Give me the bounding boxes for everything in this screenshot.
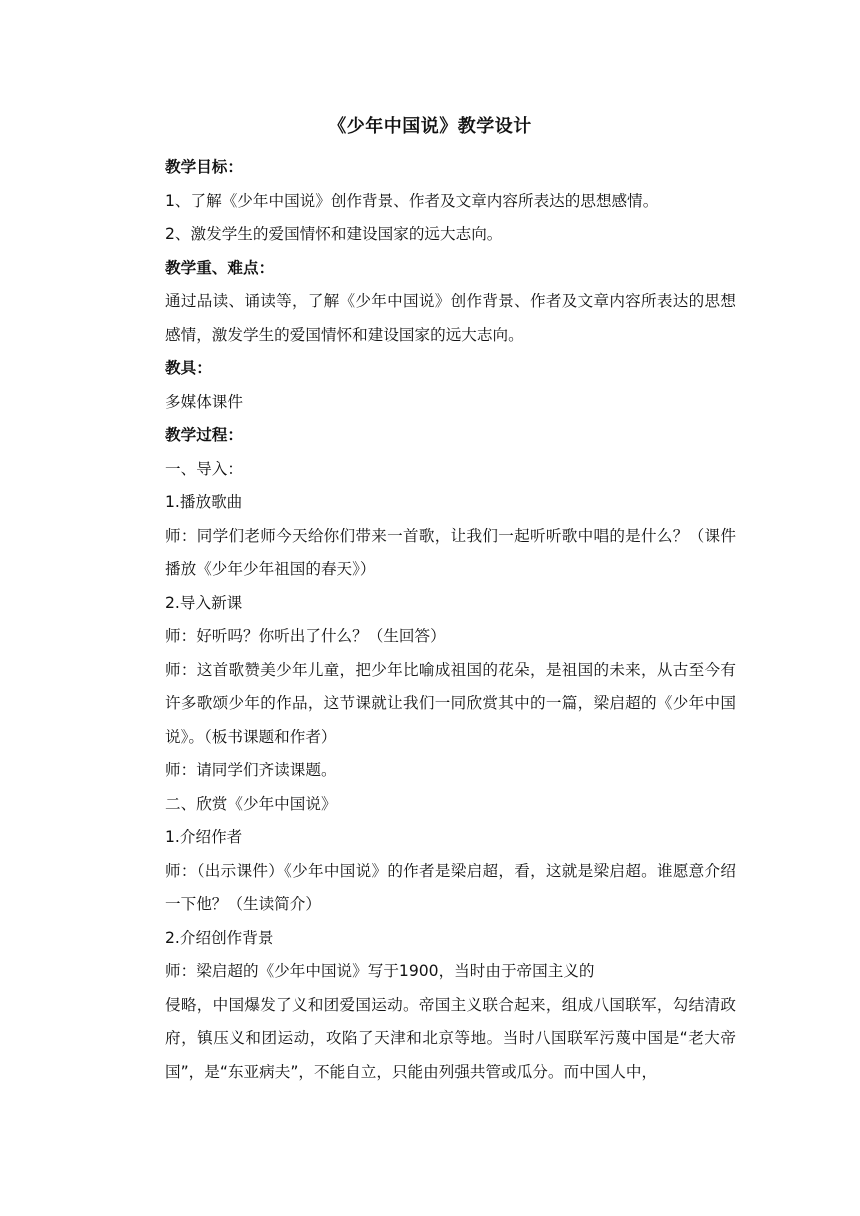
step-new-lesson: 2.导入新课	[165, 593, 243, 612]
paragraph-background-cont: 侵略，中国爆发了义和团爱国运动。帝国主义联合起来，组成八国联军，勾结清政府，镇压义和团运动，攻陷了天津和北京等地。当时八国联军污蔑中国是“老大帝国”，是“东亚病夫”，不能自立，只能由列强共管或瓜分。而中国人中，	[165, 995, 736, 1081]
tools-heading: 教具：	[165, 359, 212, 377]
key-points-paragraph: 通过品读、诵读等，了解《少年中国说》创作背景、作者及文章内容所表达的思想感情，激发学生的爱国情怀和建设国家的远大志向。	[165, 292, 736, 344]
objective-2: 2、激发学生的爱国情怀和建设国家的远大志向。	[165, 225, 503, 243]
document-body	[132, 151, 736, 1089]
step-play-song: 1.播放歌曲	[165, 493, 243, 511]
objectives-heading: 教学目标：	[165, 158, 243, 176]
section-1-heading: 一、导入：	[165, 459, 243, 478]
step-author: 1.介绍作者	[165, 828, 243, 846]
paragraph-question: 师：好听吗？你听出了什么？（生回答）	[165, 627, 446, 645]
tools-text: 多媒体课件	[165, 392, 243, 411]
document-title: 《少年中国说》教学设计	[328, 116, 532, 137]
paragraph-read-title: 师：请同学们齐读课题。	[165, 761, 337, 779]
paragraph-background-start: 师：梁启超的《少年中国说》写于1900，当时由于帝国主义的	[165, 962, 595, 980]
key-points-heading: 教学重、难点：	[165, 258, 275, 277]
process-heading: 教学过程：	[165, 426, 243, 444]
paragraph-author: 师：（出示课件）《少年中国说》的作者是梁启超，看，这就是梁启超。谁愿意介绍一下他？（生读简介）	[165, 861, 736, 913]
objective-1: 1、了解《少年中国说》创作背景、作者及文章内容所表达的思想感情。	[165, 191, 659, 210]
paragraph-intro: 师：这首歌赞美少年儿童，把少年比喻成祖国的花朵，是祖国的未来，从古至今有许多歌颂少年的作品，这节课就让我们一同欣赏其中的一篇，梁启超的《少年中国说》。（板书课题和作者）	[165, 660, 736, 746]
step-background: 2.介绍创作背景	[165, 928, 274, 947]
paragraph-song: 师：同学们老师今天给你们带来一首歌，让我们一起听听歌中唱的是什么？（课件播放《少年少年祖国的春天》）	[165, 526, 736, 578]
section-2-heading: 二、欣赏《少年中国说》	[165, 794, 337, 813]
